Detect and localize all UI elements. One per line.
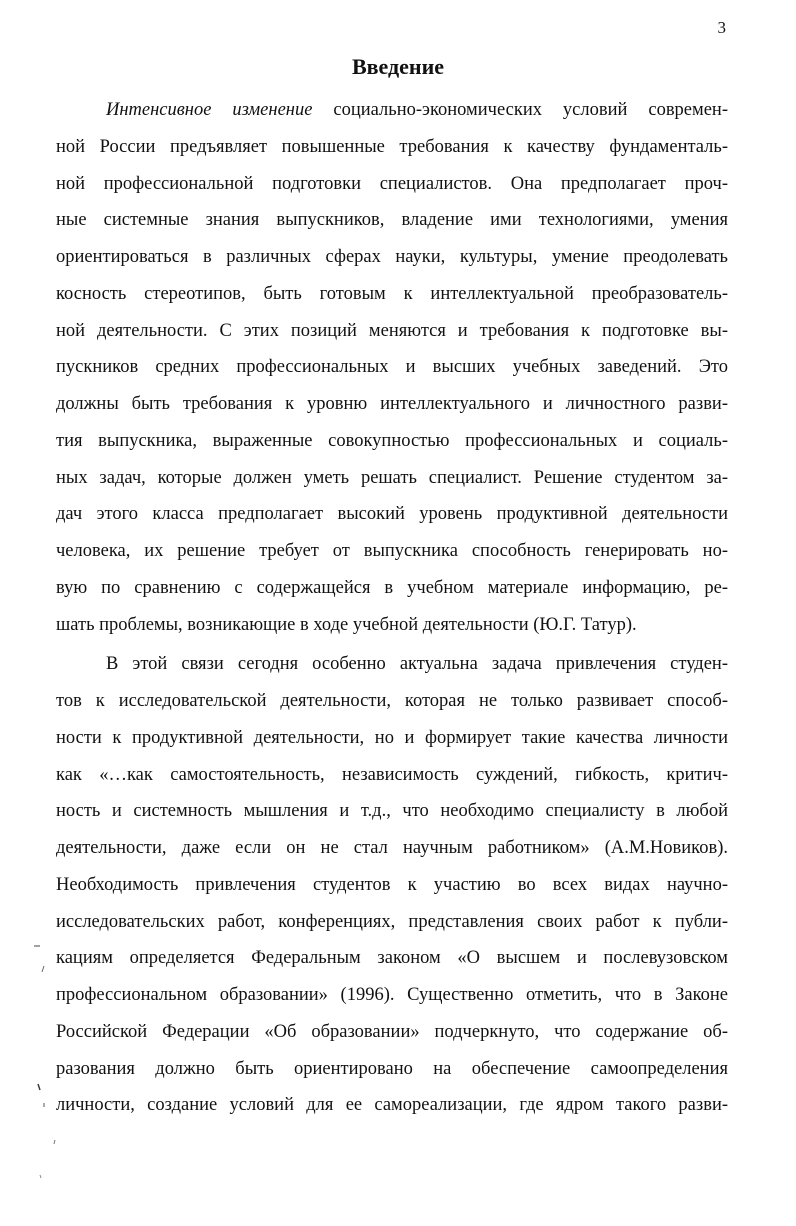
- page-title: Введение: [351, 54, 445, 79]
- text-line: исследовательских работ, конференциях, представления своих работ к публи-: [56, 911, 728, 932]
- text-line: профессиональном образовании» (1996). Существенно отметить, что в Законе: [56, 985, 728, 1005]
- scan-speck: [54, 1140, 55, 1144]
- text-line: шать проблемы, возникающие в ходе учебной деятельности (Ю.Г. Татур).: [56, 614, 637, 635]
- page-number: 3: [717, 18, 726, 37]
- line-text: социально-экономических условий современ-: [312, 100, 728, 120]
- italic-lead: Интенсивное изменение: [106, 100, 313, 120]
- text-line: косность стереотипов, быть готовым к интеллектуальной преобразователь-: [56, 283, 728, 304]
- text-line: вую по сравнению с содержащейся в учебном материале информацию, ре-: [56, 577, 728, 598]
- text-line: Необходимость привлечения студентов к участию во всех видах научно-: [56, 874, 728, 895]
- text-line: ности к продуктивной деятельности, но и формирует такие качества личности: [56, 727, 728, 748]
- text-line: человека, их решение требует от выпускника способность генерировать но-: [56, 541, 728, 561]
- text-line: ной деятельности. С этих позиций меняются и требования к подготовке вы-: [56, 320, 728, 341]
- text-line: как «…как самостоятельность, независимость суждений, гибкость, критич-: [56, 764, 728, 785]
- text-line: ной России предъявляет повышенные требования к качеству фундаменталь-: [56, 136, 728, 157]
- text-line: личности, создание условий для ее самореализации, где ядром такого разви-: [56, 1095, 728, 1116]
- text-line: Российской Федерации «Об образовании» подчеркнуто, что содержание об-: [56, 1021, 728, 1042]
- text-line: кациям определяется Федеральным законом «О высшем и послевузовском: [56, 948, 728, 969]
- text-line: ные системные знания выпускников, владение ими технологиями, умения: [56, 210, 728, 231]
- text-line: тия выпускника, выраженные совокупностью профессиональных и социаль-: [56, 430, 728, 451]
- text-line: ной профессиональной подготовки специалистов. Она предполагает проч-: [56, 173, 728, 194]
- text-line: должны быть требования к уровню интеллектуального и личностного разви-: [56, 394, 728, 414]
- text-line: дач этого класса предполагает высокий уровень продуктивной деятельности: [56, 504, 728, 525]
- text-line: тов к исследовательской деятельности, которая не только развивает способ-: [56, 691, 728, 711]
- text-line: ность и системность мышления и т.д., что необходимо специалисту в любой: [56, 801, 728, 822]
- scan-speck: [40, 1175, 41, 1178]
- text-line: ных задач, которые должен уметь решать специалист. Решение студентом за-: [56, 467, 728, 488]
- text-line: пускников средних профессиональных и высших учебных заведений. Это: [56, 357, 728, 378]
- scan-speck: [42, 966, 44, 972]
- text-line: деятельности, даже если он не стал научным работником» (А.М.Новиков).: [56, 838, 728, 858]
- text-line: ориентироваться в различных сферах науки, культуры, умение преодолевать: [56, 247, 728, 267]
- scan-speck: [38, 1084, 40, 1090]
- text-line: разования должно быть ориентировано на обеспечение самоопределения: [56, 1058, 728, 1079]
- text-line: В этой связи сегодня особенно актуальна задача привлечения студен-: [106, 654, 728, 675]
